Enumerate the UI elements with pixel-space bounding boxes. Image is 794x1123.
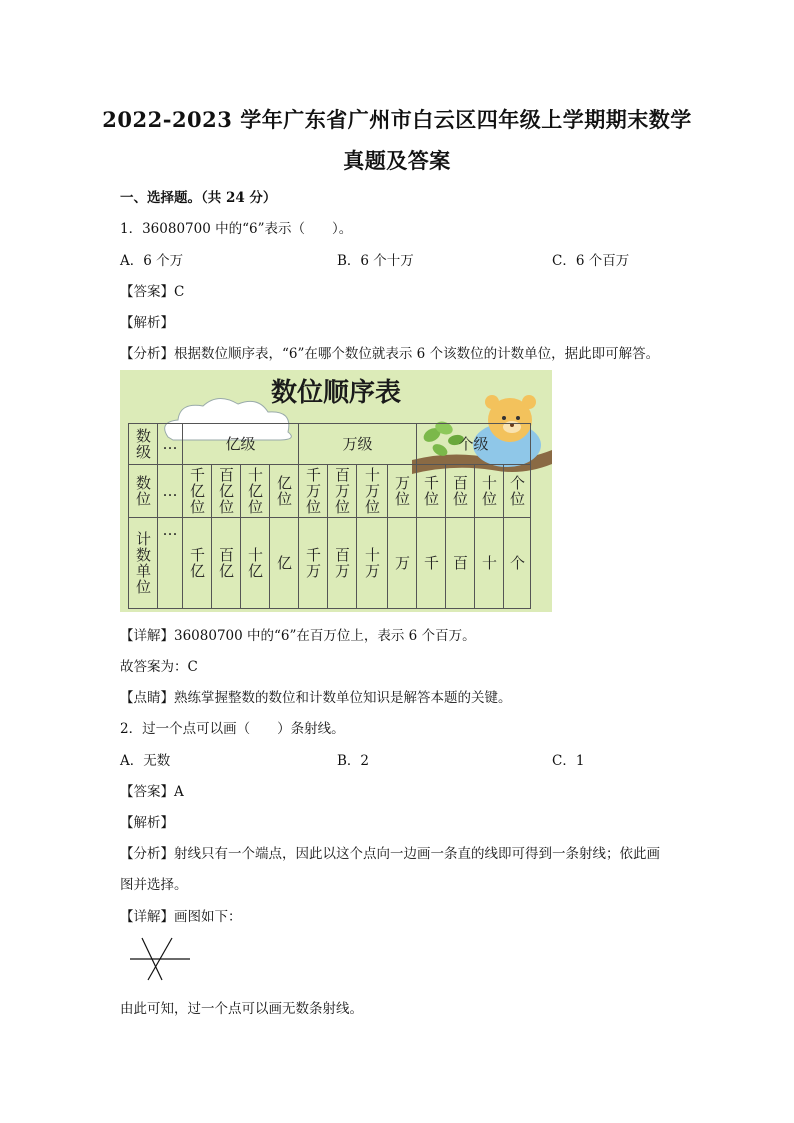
- cell-unit: 十万: [357, 518, 388, 609]
- cell-position: 十位: [475, 465, 504, 518]
- cell-unit: 亿: [270, 518, 299, 609]
- q2-option-a: A．无数: [120, 753, 171, 769]
- q2-stem: 2．过一个点可以画（ ）条射线。: [120, 721, 345, 737]
- cell-position: 个位: [504, 465, 531, 518]
- cell-unit: 十亿: [241, 518, 270, 609]
- cell-unit: …: [158, 518, 183, 609]
- section-heading: 一、选择题。（共 24 分）: [120, 190, 277, 206]
- page-title-line2: 真题及答案: [343, 148, 451, 173]
- cell-position: 亿位: [270, 465, 299, 518]
- cell-unit: 千万: [299, 518, 328, 609]
- cell-position: 千亿位: [183, 465, 212, 518]
- q1-option-a: A．6 个万: [120, 253, 184, 269]
- q1-analysis: 【分析】根据数位顺序表，“6”在哪个数位就表示 6 个该数位的计数单位，据此即可解答。: [120, 346, 660, 362]
- q1-option-b: B．6 个十万: [337, 253, 414, 269]
- cell-unit: 个: [504, 518, 531, 609]
- cell-unit: 百亿: [212, 518, 241, 609]
- q2-answer: 【答案】A: [120, 784, 184, 800]
- q2-option-c: C．1: [552, 753, 585, 769]
- cell-yi-level: 亿级: [183, 424, 299, 465]
- cell-unit: 千亿: [183, 518, 212, 609]
- cell-ellipsis: …: [158, 424, 183, 465]
- cell-unit: 百万: [328, 518, 357, 609]
- q1-answer: 【答案】C: [120, 284, 185, 300]
- cell-wan-level: 万级: [299, 424, 417, 465]
- q2-conclusion: 由此可知，过一个点可以画无数条射线。: [120, 1001, 363, 1017]
- cell-position: 百亿位: [212, 465, 241, 518]
- cell-position: 千万位: [299, 465, 328, 518]
- q1-jiexi: 【解析】: [120, 315, 174, 331]
- cell-unit: 十: [475, 518, 504, 609]
- q2-analysis-line1: 【分析】射线只有一个端点，因此以这个点向一边画一条直的线即可得到一条射线；依此画: [120, 846, 660, 862]
- q1-note: 【点睛】熟练掌握整数的数位和计数单位知识是解答本题的关键。: [120, 690, 512, 706]
- cell-position: 百万位: [328, 465, 357, 518]
- page-title-line1: 2022-2023 学年广东省广州市白云区四年级上学期期末数学: [102, 107, 692, 132]
- cell-position: 十亿位: [241, 465, 270, 518]
- cell-position: …: [158, 465, 183, 518]
- q1-stem: 1．36080700 中的“6”表示（ ）。: [120, 221, 353, 237]
- q1-conclusion: 故答案为：C: [120, 659, 198, 675]
- cell-position-label: 数位: [129, 465, 158, 518]
- place-value-table: [128, 423, 531, 609]
- place-value-table-image: [120, 370, 552, 612]
- cell-ge-level: 个级: [417, 424, 531, 465]
- cell-position: 十万位: [357, 465, 388, 518]
- q2-option-b: B．2: [337, 753, 370, 769]
- cell-unit: 万: [388, 518, 417, 609]
- place-table-title: 数位顺序表: [270, 378, 401, 408]
- cell-level-label: 数级: [129, 424, 158, 465]
- q2-jiexi: 【解析】: [120, 815, 174, 831]
- q2-detail: 【详解】画图如下：: [120, 909, 242, 925]
- cell-unit: 百: [446, 518, 475, 609]
- cell-unit: 千: [417, 518, 446, 609]
- q2-analysis-line2: 图并选择。: [120, 877, 188, 893]
- cell-position: 百位: [446, 465, 475, 518]
- q1-option-c: C．6 个百万: [552, 253, 630, 269]
- rays-diagram: [128, 934, 192, 984]
- cell-position: 万位: [388, 465, 417, 518]
- q1-detail: 【详解】36080700 中的“6”在百万位上，表示 6 个百万。: [120, 628, 476, 644]
- cell-unit-label: 计数单位: [129, 518, 158, 609]
- cell-position: 千位: [417, 465, 446, 518]
